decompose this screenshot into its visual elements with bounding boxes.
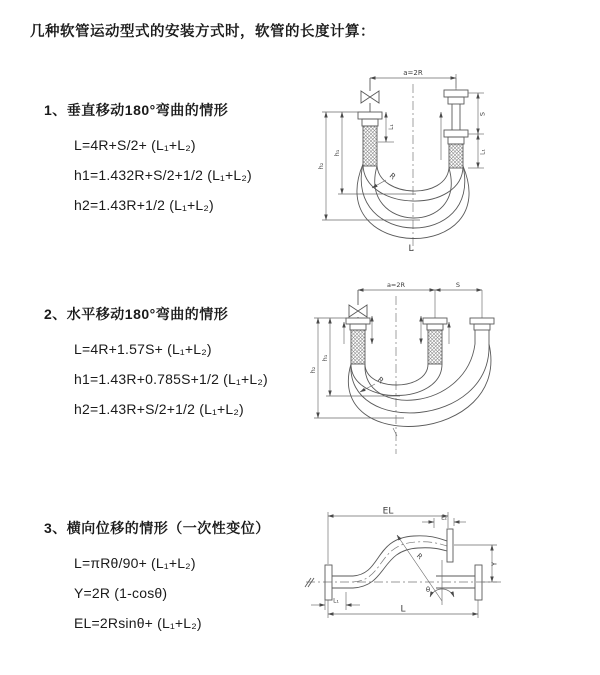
right-flange [470,318,494,344]
hose-s-curve [353,536,447,588]
dim-label-s: S [478,111,487,117]
dimension-el [328,507,448,565]
dim-label-h2: h₂ [317,162,325,170]
formula-length: L=4R+1.57S+ (L₁+L₂) [74,341,212,357]
dim-label-l: L [400,604,406,615]
left-flange [346,318,370,330]
left-hose-braid [351,330,365,364]
right-flange [475,565,482,600]
dimension-y [454,545,499,582]
section-2-heading: 2、水平移动180°弯曲的情形 [44,306,229,322]
dim-label-a2r: a=2R [386,281,406,289]
dim-label-s: S [455,281,461,289]
dim-label-l2: L₂ [441,514,447,522]
dimension-l2 [422,515,466,529]
middle-flange [423,318,447,330]
section-horizontal-movement [44,304,268,424]
dimension-l1-right [468,134,487,168]
dimension-width-a2r [358,281,435,290]
top-right-flange [447,529,453,562]
formula-h2: h2=1.43R+1/2 (L₁+L₂) [74,197,214,213]
dimension-l1-left [378,112,395,142]
dim-label-l: L [408,244,414,254]
radius-pointer [372,171,397,188]
right-hose-braid [449,144,463,168]
dim-label-r: R [387,170,398,182]
page-title: 几种软管运动型式的安装方式时，软管的长度计算： [30,24,375,40]
section-3-heading: 3、横向位移的情形（一次性变位） [44,520,270,536]
formula-length: L=4R+S/2+ (L₁+L₂) [74,137,196,153]
formula-h2: h2=1.43R+S/2+1/2 (L₁+L₂) [74,401,244,417]
dim-label-l1-left: L₁ [388,124,395,130]
dim-label-h1: h₁ [333,149,341,157]
right-leg-fittings [444,78,468,144]
fitting-dimensions [372,316,421,344]
formula-y: Y=2R (1-cosθ) [74,585,168,601]
middle-hose-braid [428,330,442,364]
formula-h1: h1=1.43R+0.785S+1/2 (L₁+L₂) [74,371,268,387]
dim-label-h1: h₁ [321,354,329,362]
formula-length: L=πRθ/90+ (L₁+L₂) [74,555,196,571]
section-lateral-displacement [44,518,270,638]
radius-pointer [360,375,385,392]
diagram-vertical-movement [308,64,588,259]
pipe-break-mark [305,578,314,587]
dimension-s [435,281,482,290]
dim-label-l1: L₁ [333,597,339,605]
section-vertical-movement [44,100,252,220]
diagram-horizontal-movement [308,278,588,463]
formula-h1: h1=1.432R+S/2+1/2 (L₁+L₂) [74,167,252,183]
dimension-l [328,597,478,618]
formula-el: EL=2Rsinθ+ (L₁+L₂) [74,615,202,631]
left-flange [358,112,382,126]
dim-label-r: R [375,374,386,386]
dim-label-y: Y [490,561,499,567]
dim-label-theta: θ [425,586,431,594]
left-hose-braid [363,126,377,166]
diagram-lateral-displacement [296,502,596,662]
dim-label-h2: h₂ [309,366,317,374]
dim-label-r: R [414,551,424,562]
valve-icon [361,78,379,112]
dimension-l1 [311,592,360,610]
left-flange [325,565,332,600]
right-pipe-original-position [436,565,482,600]
radius-construction [397,535,442,605]
curve-tick [393,428,397,436]
dim-label-a2r: a=2R [403,69,423,77]
dimension-s [468,93,487,134]
hose-curves [348,344,491,426]
section-1-heading: 1、垂直移动180°弯曲的情形 [44,102,229,118]
dim-label-el: EL [382,506,394,517]
valve-icon [349,290,367,318]
dim-label-l1-right: L₁ [479,149,487,155]
